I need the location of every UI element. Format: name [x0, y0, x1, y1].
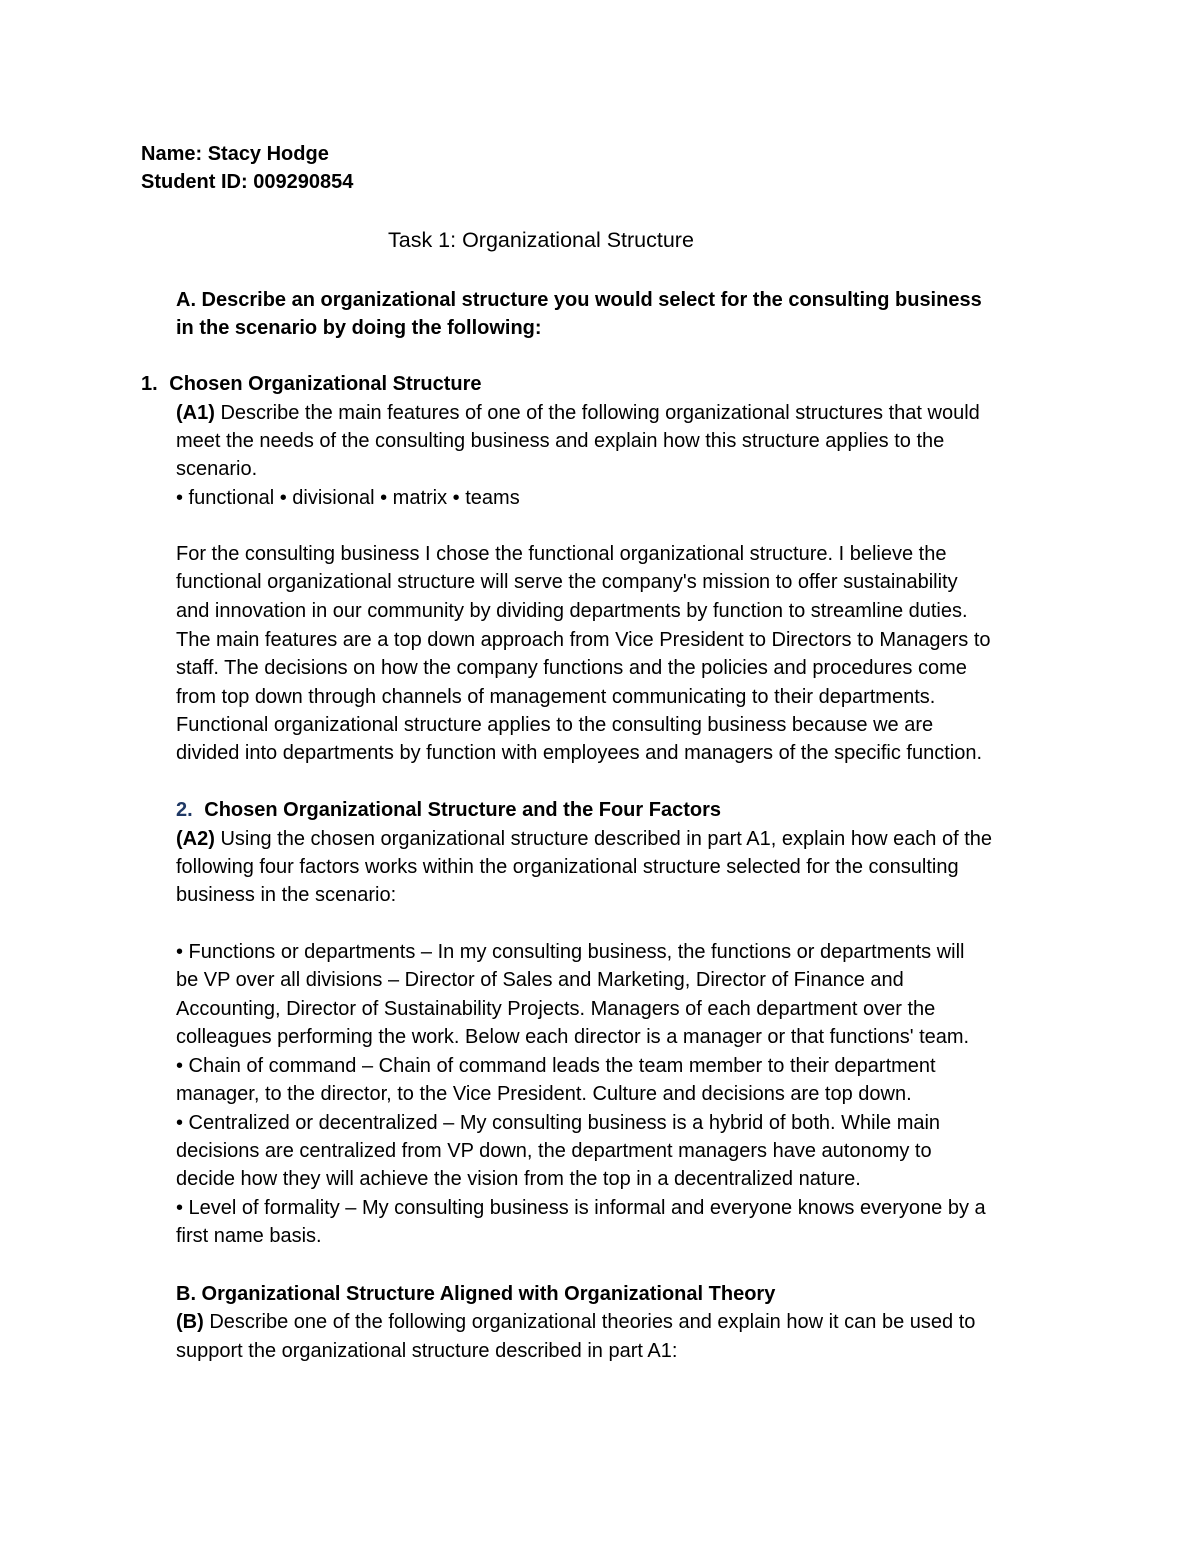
part2-answer-line: Accounting, Director of Sustainability Projects. Managers of each department over the	[176, 998, 936, 1020]
part2-answer-line: • Centralized or decentralized – My consulting business is a hybrid of both. While main	[176, 1112, 941, 1134]
section-a-heading-line1: A. Describe an organizational structure you would select for the consulting business	[176, 289, 982, 311]
part2-answer-line: • Functions or departments – In my consulting business, the functions or departments will	[176, 941, 965, 963]
part1-prompt-tag: (A1)	[176, 402, 215, 424]
section-b-prompt-text: Describe one of the following organizational theories and explain how it can be used to	[203, 1311, 976, 1333]
section-b-prompt-line1	[176, 1308, 975, 1336]
part1-prompt-line2: meet the needs of the consulting business and explain how this structure applies to the	[176, 430, 945, 452]
part1-answer-line: from top down through channels of management communicating to their departments.	[176, 686, 936, 708]
part2-answer-line: colleagues performing the work. Below each director is a manager or that functions' team.	[176, 1026, 970, 1048]
part2-prompt-text: Using the chosen organizational structure described in part A1, explain how each of the	[214, 828, 993, 850]
student-name: Name: Stacy Hodge	[141, 143, 329, 165]
section-b-prompt-line2: support the organizational structure described in part A1:	[176, 1340, 678, 1362]
part1-answer-line: and innovation in our community by dividing departments by function to streamline duties.	[176, 600, 968, 622]
part2-number: 2.	[176, 799, 193, 821]
part1-prompt-text: Describe the main features of one of the following organizational structures that would	[214, 402, 980, 424]
part1-prompt-line1	[176, 399, 980, 427]
part1-answer-line: divided into departments by function with employees and managers of the specific function.	[176, 742, 983, 764]
part1-options: • functional • divisional • matrix • teams	[176, 487, 520, 509]
part2-heading	[176, 796, 721, 824]
part2-answer-line: • Level of formality – My consulting business is informal and everyone knows everyone by a	[176, 1197, 986, 1219]
part1-prompt-line3: scenario.	[176, 458, 258, 480]
part2-prompt-line1	[176, 825, 992, 853]
part1-answer-line: Functional organizational structure applies to the consulting business because we are	[176, 714, 934, 736]
part1-answer-line: functional organizational structure will serve the company's mission to offer sustainability	[176, 571, 958, 593]
part2-prompt-line2: following four factors works within the organizational structure selected for the consulting	[176, 856, 959, 878]
part2-answer-line: first name basis.	[176, 1225, 322, 1247]
section-b-prompt-tag: (B)	[176, 1311, 204, 1333]
part1-heading-text: Chosen Organizational Structure	[169, 373, 482, 395]
section-b-heading: B. Organizational Structure Aligned with Organizational Theory	[176, 1283, 776, 1305]
part1-heading	[141, 370, 482, 398]
part2-prompt-line3: business in the scenario:	[176, 884, 397, 906]
part1-answer-line: For the consulting business I chose the functional organizational structure. I believe the	[176, 543, 947, 565]
part2-answer-line: • Chain of command – Chain of command leads the team member to their department	[176, 1055, 936, 1077]
part1-answer-line: staff. The decisions on how the company functions and the policies and procedures come	[176, 657, 967, 679]
part2-answer-line: be VP over all divisions – Director of Sales and Marketing, Director of Finance and	[176, 969, 904, 991]
part2-answer-line: decide how they will achieve the vision from the top in a decentralized nature.	[176, 1168, 861, 1190]
part1-number: 1.	[141, 373, 158, 395]
student-id: Student ID: 009290854	[141, 171, 354, 193]
part2-prompt-tag: (A2)	[176, 828, 215, 850]
part1-answer-line: The main features are a top down approach from Vice President to Directors to Managers to	[176, 629, 991, 651]
part2-answer-line: decisions are centralized from VP down, the department managers have autonomy to	[176, 1140, 932, 1162]
page-title: Task 1: Organizational Structure	[388, 228, 694, 252]
part2-heading-text: Chosen Organizational Structure and the Four Factors	[204, 799, 721, 821]
part2-answer-line: manager, to the director, to the Vice President. Culture and decisions are top down.	[176, 1083, 912, 1105]
section-a-heading-line2: in the scenario by doing the following:	[176, 317, 542, 339]
